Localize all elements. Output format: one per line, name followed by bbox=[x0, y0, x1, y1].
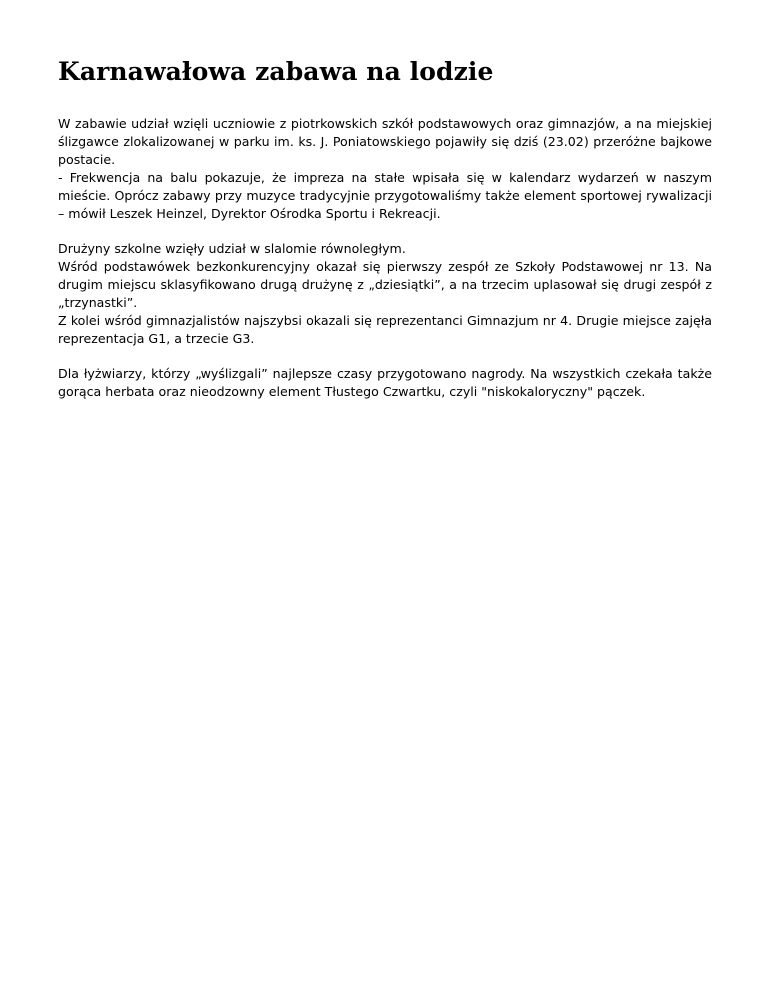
paragraph-intro bbox=[58, 115, 712, 223]
text-line: Dla łyżwiarzy, którzy „wyślizgali” najlepsze czasy przygotowano nagrody. Na wszystkich czekała także gorąca herbata oraz nieodzowny element Tłustego Czwartku, czyli "niskokaloryczny" pączek. bbox=[58, 366, 712, 399]
quote-line: - Frekwencja na balu pokazuje, że impreza na stałe wpisała się w kalendarz wydarzeń w naszym mieście. Oprócz zabawy przy muzyce tradycyjnie przygotowaliśmy także element sportowej rywalizacji – mówił Leszek Heinzel, Dyrektor Ośrodka Sportu i Rekreacji. bbox=[58, 170, 712, 221]
article-body bbox=[58, 115, 712, 401]
text-line: Drużyny szkolne wzięły udział w slalomie równoległym. bbox=[58, 241, 406, 256]
text-line: Z kolei wśród gimnazjalistów najszybsi okazali się reprezentanci Gimnazjum nr 4. Drugie miejsce zajęła reprezentacja G1, a trzecie G3. bbox=[58, 313, 712, 346]
text-line: W zabawie udział wzięli uczniowie z piotrkowskich szkół podstawowych oraz gimnazjów, a na miejskiej ślizgawce zlokalizowanej w parku im. ks. J. Poniatowskiego pojawiły się dziś (23.02) przeróżne bajkowe postacie. bbox=[58, 116, 712, 167]
text-line: Wśród podstawówek bezkonkurencyjny okazał się pierwszy zespół ze Szkoły Podstawowej nr 13. Na drugim miejscu sklasyfikowano drugą drużynę z „dziesiątki”, a na trzecim uplasował się drugi zespół z „trzynastki”. bbox=[58, 259, 712, 310]
paragraph-results bbox=[58, 240, 712, 348]
article bbox=[58, 56, 712, 418]
article-title: Karnawałowa zabawa na lodzie bbox=[58, 57, 494, 86]
paragraph-prizes bbox=[58, 365, 712, 401]
